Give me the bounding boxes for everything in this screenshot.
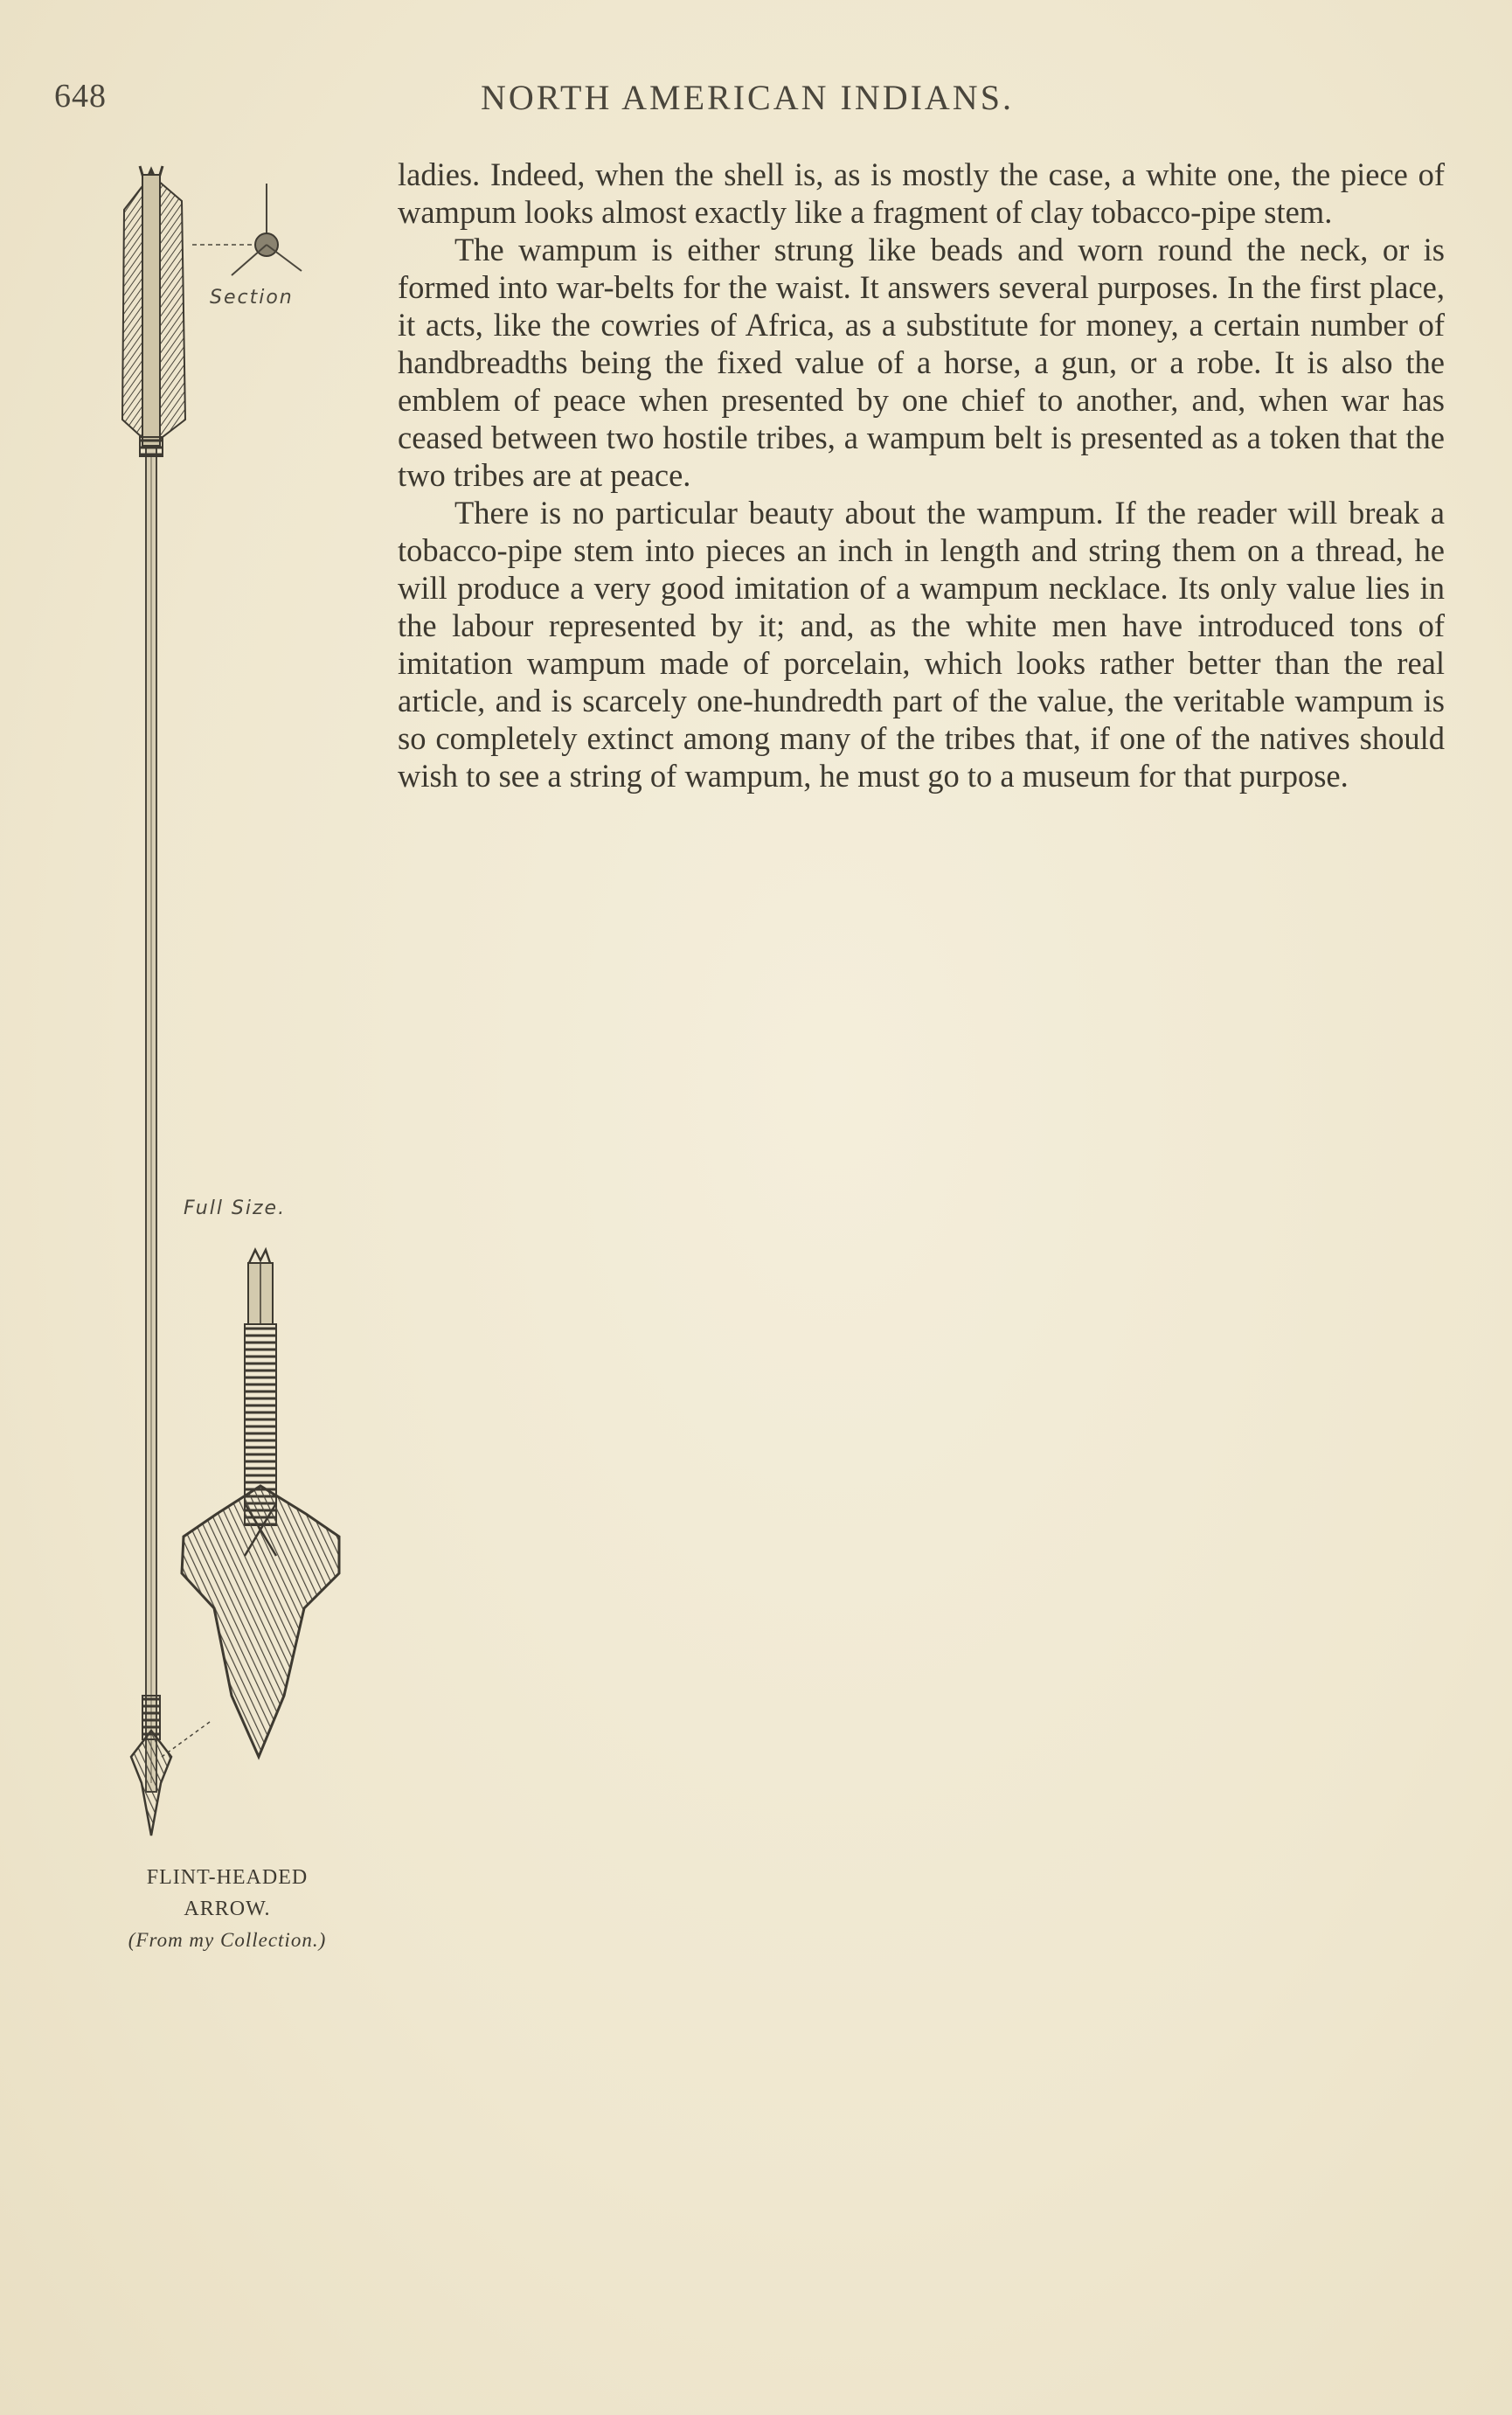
page-number: 648	[54, 78, 107, 115]
caption-title-line2: ARROW.	[184, 1898, 271, 1920]
body-text	[398, 156, 1445, 795]
full-size-label: Full Size.	[184, 1197, 287, 1219]
arrow-drawing	[105, 157, 367, 1905]
caption-title-line1: FLINT-HEADED	[146, 1866, 309, 1889]
section-label: Section	[210, 287, 294, 309]
arrow-illustration	[105, 157, 367, 1905]
paragraph-2: The wampum is either strung like beads and worn round the neck, or is formed into war-belts for the waist. It answers several purposes. In the first place, it acts, like the cowries of Africa, as a substitute for money, a certain number of handbreadths being the fixed value of a horse, a gun, or a robe. It is also the emblem of peace when presented by one chief to another, and, when war has ceased between two hostile tribes, a wampum belt is presented as a token that the two tribes are at peace.	[398, 232, 1445, 493]
caption-source: (From my Collection.)	[128, 1929, 327, 1951]
arrow-shaft	[146, 446, 156, 1792]
arrow-head-small	[131, 1696, 171, 1836]
section-diagram	[192, 184, 302, 275]
paragraph-1: ladies. Indeed, when the shell is, as is mostly the case, a white one, the piece of wampum looks almost exactly like a fragment of clay tobacco-pipe stem.	[398, 156, 1445, 230]
arrow-fletching	[122, 175, 185, 456]
figure-caption	[83, 1862, 371, 1956]
arrow-head-full-size	[162, 1250, 339, 1757]
running-title: NORTH AMERICAN INDIANS.	[481, 78, 1014, 117]
paragraph-3: There is no particular beauty about the wampum. If the reader will break a tobacco-pipe stem into pieces an inch in length and string them on a thread, he will produce a very good imitation of a wampum necklace. Its only value lies in the labour represented by it; and, as the white men have introduced tons of imitation wampum made of porcelain, which looks rather better than the real article, and is scarcely one-hundredth part of the value, the veritable wampum is so completely extinct among many of the tribes that, if one of the natives should wish to see a string of wampum, he must go to a museum for that purpose.	[398, 495, 1445, 794]
